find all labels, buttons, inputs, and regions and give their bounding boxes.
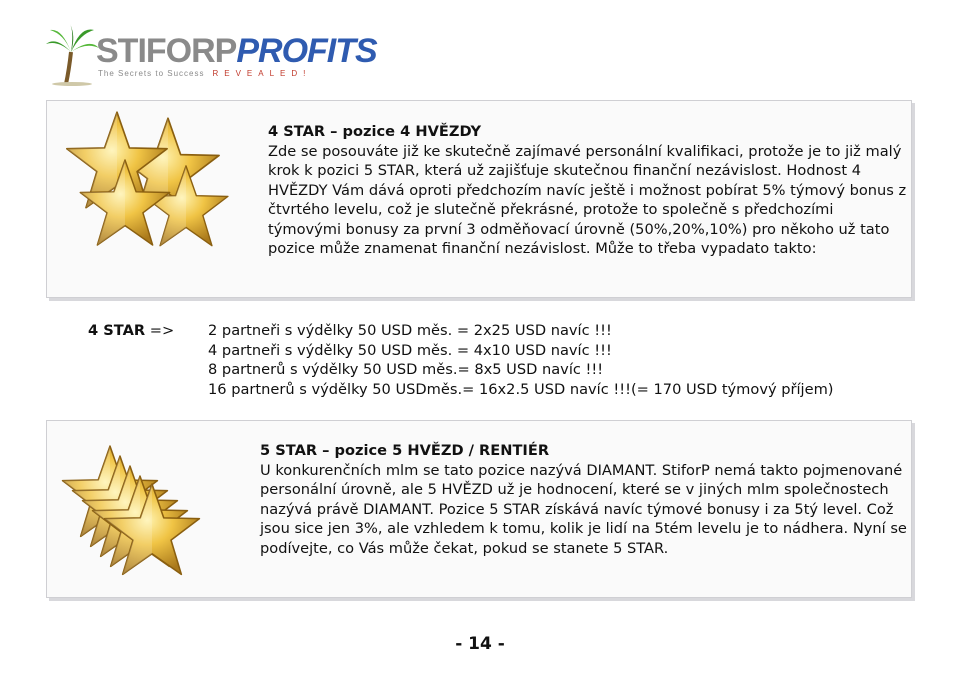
example-lines (208, 321, 908, 399)
section-5star-title: 5 STAR – pozice 5 HVĚZD / RENTIÉR (260, 442, 550, 459)
gold-stars-4-icon (54, 106, 234, 266)
list-item: 16 partnerů s výdělky 50 USDměs.= 16x2.5 USD navíc !!!(= 170 USD týmový příjem) (208, 380, 834, 398)
section-4star-body: Zde se posouváte již ke skutečně zajímavé personální kvalifikaci, protože je to již malý krok k pozici 5 STAR, která už zajišťuje skutečnou finanční nezávislost. Hodnost 4 HVĚZDY Vám dává oproti předchozím navíc ještě i možnost pobírat 5% týmový bonus z čtvrtého levelu, což je slutečně překrásné, protože to společně s předchozími týmovými bonusy za první 3 odměňovací úrovně (50%,20%,10%) pro někoho už tato pozice může znamenat finanční nezávislost. Může to třeba vypadato takto: (268, 142, 907, 257)
section-5star-text (260, 441, 910, 558)
logo-wordmark: STIFORPPROFITS (96, 32, 377, 70)
page-number: - 14 - (455, 634, 505, 654)
section-4star-title: 4 STAR – pozice 4 HVĚZDY (268, 123, 482, 140)
list-item: 8 partnerů s výdělky 50 USD měs.= 8x5 USD navíc !!! (208, 361, 604, 378)
section-5star-body: U konkurenčních mlm se tato pozice nazývá DIAMANT. StiforP nemá takto pojmenované personální úrovně, ale 5 HVĚZD už je hodnocení, které se v jiných mlm společnostech nazývá právě DIAMANT. Pozice 5 STAR získává navíc týmové bonusy i za 5tý level. Což jsou sice jen 3%, ale vzhledem k tomu, kolik je lidí na 5tém levelu je to nádhera. Nyní se podívejte, co Vás může čekat, pokud se stanete 5 STAR. (260, 461, 907, 557)
gold-stars-5-icon (56, 440, 206, 590)
section-4star-text (268, 122, 908, 259)
list-item: 4 partneři s výdělky 50 USD měs. = 4x10 USD navíc !!! (208, 341, 612, 359)
example-label: 4 STAR => (88, 322, 175, 339)
logo-tagline: The Secrets to Success REVEALED! (98, 69, 312, 78)
company-logo (44, 22, 404, 86)
palm-tree-icon (44, 22, 100, 86)
list-item: 2 partneři s výdělky 50 USD měs. = 2x25 USD navíc !!! (208, 322, 612, 339)
